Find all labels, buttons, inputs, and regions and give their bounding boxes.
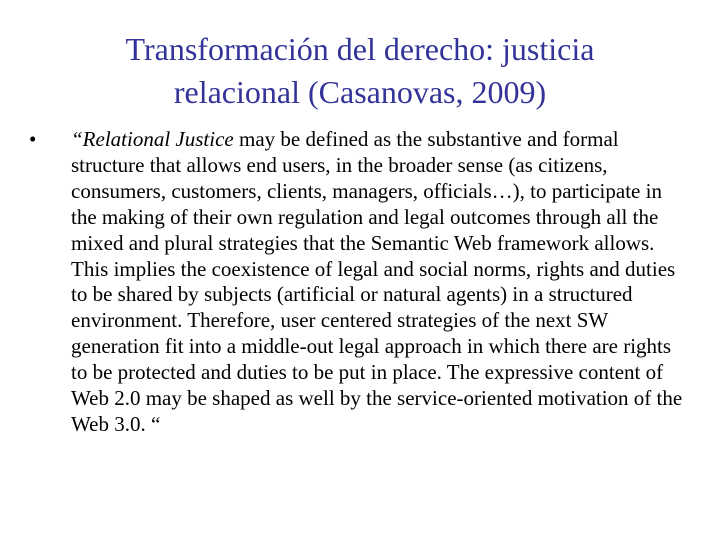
quote-italic-term: “Relational Justice xyxy=(71,127,234,151)
slide-title: Transformación del derecho: justicia relacional (Casanovas, 2009) xyxy=(125,31,595,110)
bullet-item xyxy=(29,127,689,438)
bullet-icon: • xyxy=(29,127,37,151)
bullet-list xyxy=(29,127,689,438)
quote-body-text: may be defined as the substantive and formal structure that allows end users, in the broader sense (as citizens, consumers, customers, clients, managers, officials…), to participate in the making of their own regulation and legal outcomes through all the mixed and plural strategies that the Semantic Web framework allows. This implies the coexistence of legal and social norms, rights and duties to be shared by subjects (artificial or natural agents) in a structured environment. Therefore, user centered strategies of the next SW generation fit into a middle-out legal approach in which there are rights to be protected and duties to be put in place. The expressive content of Web 2.0 may be shaped as well by the service-oriented motivation of the Web 3.0. “ xyxy=(71,127,683,436)
